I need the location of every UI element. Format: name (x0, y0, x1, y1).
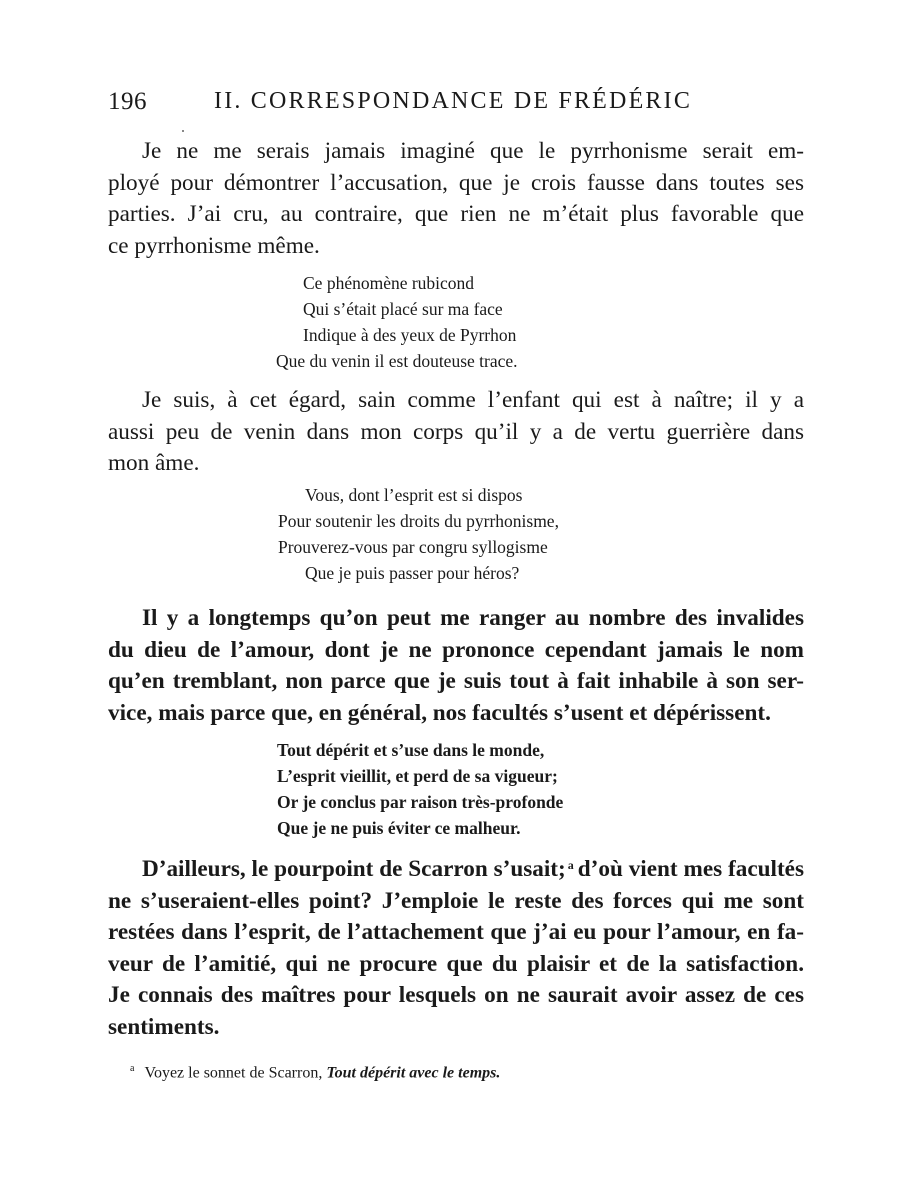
verse-line: Vous, dont l’esprit est si dispos (305, 485, 523, 505)
verse-line: Indique à des yeux de Pyrrhon (303, 325, 517, 345)
text-line: parties. J’ai cru, au contraire, que rien ne m’était plus favorable que (108, 201, 804, 227)
verse-line: Qui s’était placé sur ma face (303, 299, 503, 319)
text-segment: d’où vient mes facultés (577, 856, 804, 882)
paragraph-2 (108, 385, 804, 480)
footnote-text: Voyez le sonnet de Scarron, (144, 1064, 323, 1082)
text-line: ce pyrrhonisme même. (108, 232, 320, 259)
verse-line: Tout dépérit et s’use dans le monde, (277, 740, 545, 760)
verse-line: Que du venin il est douteuse trace. (276, 351, 518, 371)
text-line: Il y a longtemps qu’on peut me ranger au nombre des invalides (142, 605, 804, 631)
text-line: sentiments. (108, 1013, 220, 1040)
text-line: Je ne me serais jamais imaginé que le pyrrhonisme serait em- (142, 138, 804, 164)
running-title: II. CORRESPONDANCE DE FRÉDÉRIC (214, 88, 693, 114)
verse-line: Or je conclus par raison très-profonde (277, 792, 564, 812)
verse-2 (278, 482, 559, 586)
print-speck (182, 130, 184, 132)
text-line: vice, mais parce que, en général, nos facultés s’usent et dépérissent. (108, 699, 771, 726)
text-line: ployé pour démontrer l’accusation, que je crois fausse dans toutes ses (108, 169, 804, 196)
text-line: mon âme. (108, 450, 200, 476)
verse-line: Prouverez-vous par congru syllogisme (278, 537, 548, 557)
text-line: aussi peu de venin dans mon corps qu’il y a de vertu guerrière dans (108, 418, 804, 445)
paragraph-1 (108, 136, 804, 262)
verse-line: Que je ne puis éviter ce malheur. (277, 818, 521, 838)
footnote (130, 1063, 500, 1082)
paragraph-4 (108, 854, 804, 1043)
text-line: veur de l’amitié, qui ne procure que du plaisir et de la satisfaction. (108, 950, 804, 977)
verse-line: Que je puis passer pour héros? (305, 563, 520, 583)
footnote-title: Tout dépérit avec le temps. (326, 1064, 501, 1082)
footnote-reference[interactable]: a (567, 858, 574, 872)
verse-3 (277, 737, 563, 841)
text-line: restées dans l’esprit, de l’attachement que j’ai eu pour l’amour, en fa- (108, 919, 804, 945)
text-segment: D’ailleurs, le pourpoint de Scarron s’usait; (142, 856, 566, 882)
verse-line: Ce phénomène rubicond (303, 273, 475, 293)
verse-line: L’esprit vieillit, et perd de sa vigueur; (277, 766, 558, 786)
page-header (108, 88, 808, 124)
text-line: ne s’useraient-elles point? J’emploie le reste des forces qui me sont (108, 887, 804, 914)
text-line-with-note (108, 854, 804, 886)
footnote-mark: a (130, 1063, 135, 1074)
text-line: du dieu de l’amour, dont je ne prononce cependant jamais le nom (108, 636, 804, 663)
text-line: qu’en tremblant, non parce que je suis tout à fait inhabile à son ser- (108, 668, 804, 694)
verse-1 (276, 270, 518, 374)
paragraph-3 (108, 603, 804, 729)
page-number: 196 (108, 88, 147, 115)
text-line: Je connais des maîtres pour lesquels on ne saurait avoir assez de ces (108, 982, 804, 1008)
verse-line: Pour soutenir les droits du pyrrhonisme, (278, 511, 559, 531)
text-line: Je suis, à cet égard, sain comme l’enfant qui est à naître; il y a (142, 387, 804, 413)
